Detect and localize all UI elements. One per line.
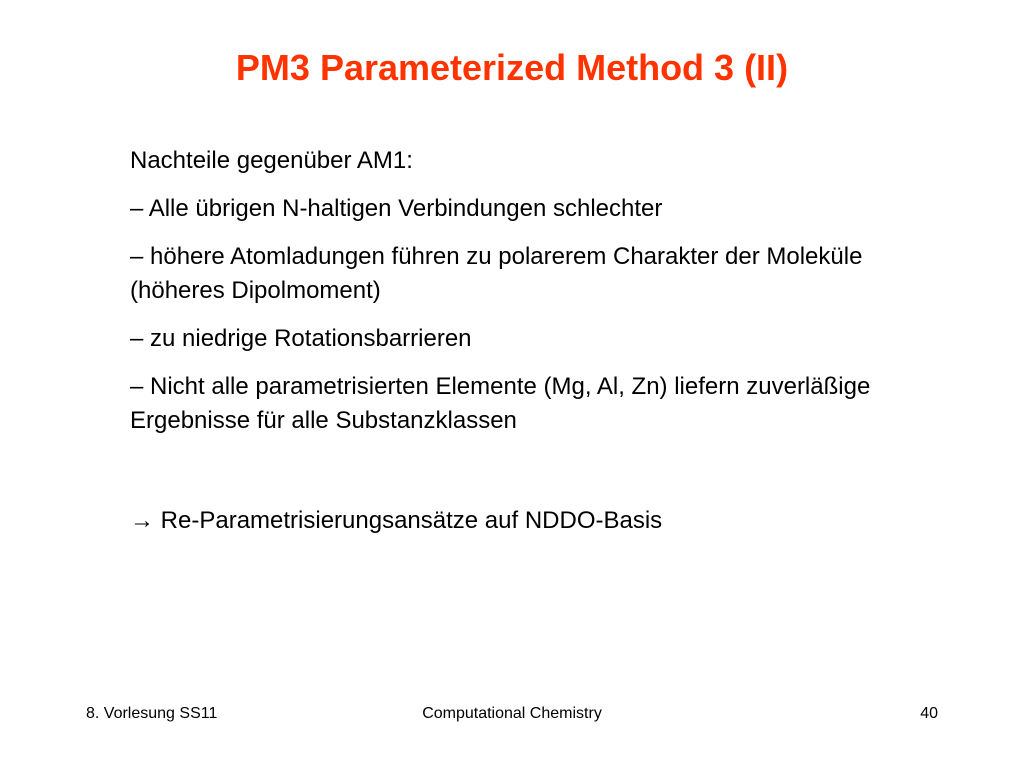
footer-lecture-label: 8. Vorlesung SS11	[86, 705, 218, 722]
body-heading: Nachteile gegenüber AM1:	[130, 147, 413, 174]
bullet-item-3: – zu niedrige Rotationsbarrieren	[130, 325, 472, 352]
bullet-item-2: – höhere Atomladungen führen zu polarerem Charakter der Moleküle (höheres Dipolmoment)	[130, 243, 863, 304]
footer-course-title: Computational Chemistry	[422, 705, 602, 722]
slide-body	[130, 144, 900, 552]
bullet-item-4: – Nicht alle parametrisierten Elemente (Mg, Al, Zn) liefern zuverläßige Ergebnisse für alle Substanzklassen	[130, 373, 871, 434]
slide-title: PM3 Parameterized Method 3 (II)	[235, 47, 789, 88]
conclusion-line: → Re-Parametrisierungsansätze auf NDDO-Basis	[130, 507, 663, 534]
footer-page-number: 40	[920, 705, 938, 722]
bullet-item-1: – Alle übrigen N-haltigen Verbindungen schlechter	[130, 195, 663, 222]
